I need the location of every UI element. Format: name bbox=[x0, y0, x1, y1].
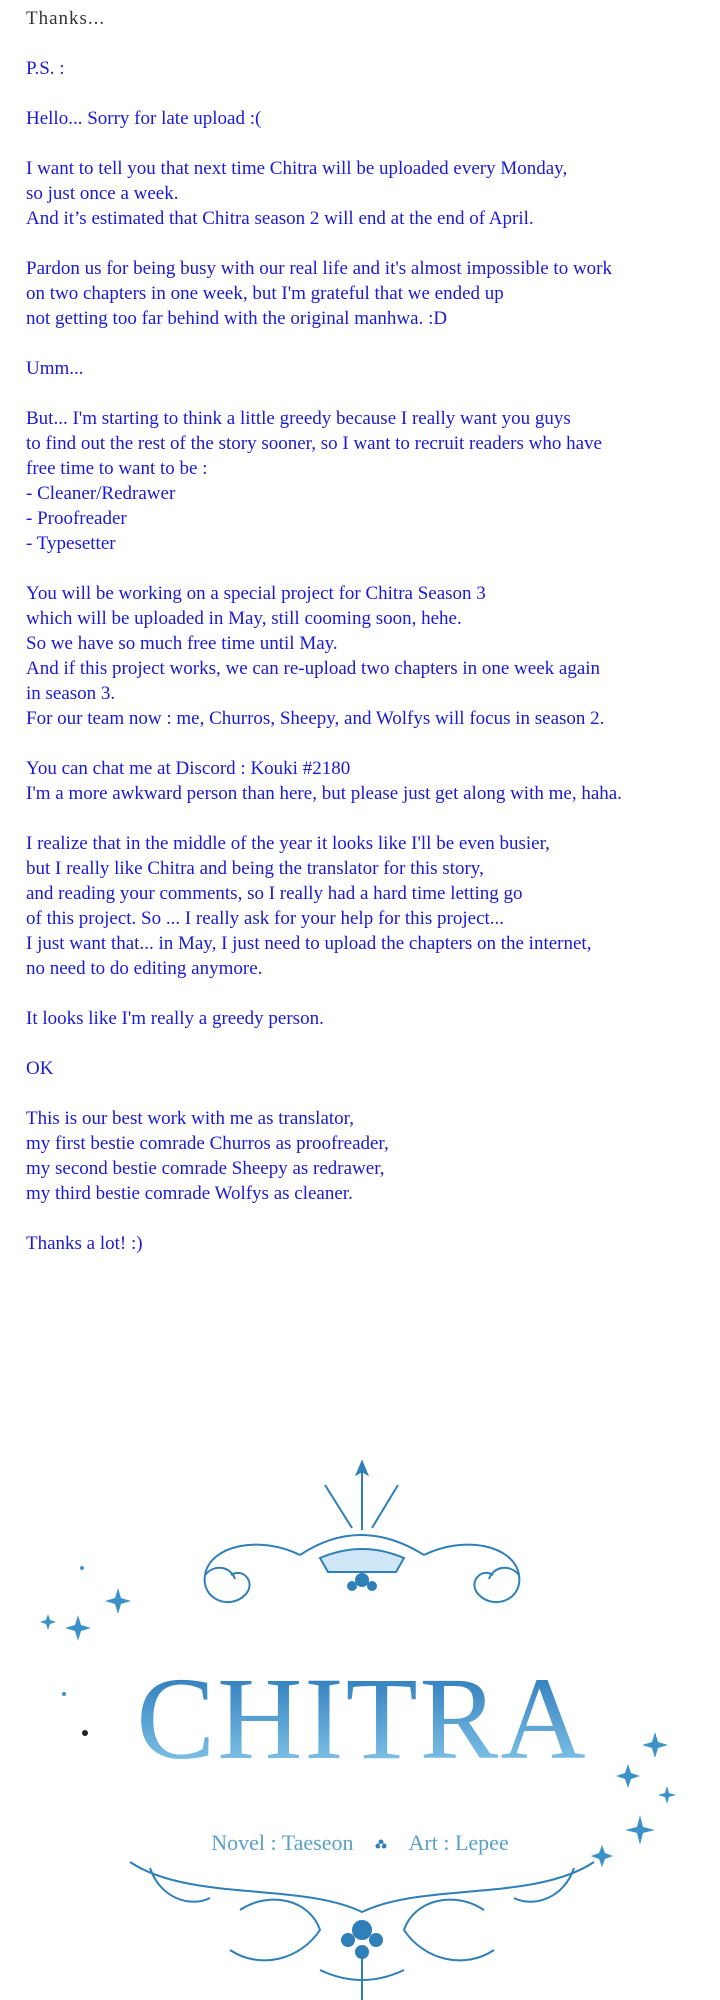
note-paragraph-greedy: It looks like I'm really a greedy person. bbox=[26, 1008, 324, 1029]
translator-note bbox=[26, 6, 716, 1281]
bottom-ornament-icon bbox=[130, 1862, 594, 2000]
art-credit: Art : Lepee bbox=[408, 1830, 509, 1855]
note-paragraph-recruit: But... I'm starting to think a little greedy because I really want you guys to find out the rest of the story sooner, so I want to recruit readers who have free time to want to be : - Cleaner/Redrawer - Proofreader - Typesetter bbox=[26, 408, 602, 554]
flower-separator-icon bbox=[375, 1839, 387, 1851]
credits-line bbox=[0, 1830, 720, 1856]
chitra-logo-art bbox=[0, 1440, 720, 2000]
note-paragraph-project: You will be working on a special project for Chitra Season 3 which will be uploaded in May, still cooming soon, hehe. So we have so much free time until May. And if this project works, we can re-upload two chapters in one week again in season 3. For our team now : me, Churros, Sheepy, and Wolfys will focus in season 2. bbox=[26, 583, 605, 729]
ps-label: P.S. : bbox=[26, 58, 65, 79]
note-paragraph-team: This is our best work with me as translator, my first bestie comrade Churros as proofreader, my second bestie comrade Sheepy as redrawer, my third bestie comrade Wolfys as cleaner. bbox=[26, 1108, 389, 1204]
note-paragraph-discord: You can chat me at Discord : Kouki #2180 I'm a more awkward person than here, but please just get along with me, haha. bbox=[26, 758, 622, 804]
note-paragraph-thanks: Thanks a lot! :) bbox=[26, 1233, 143, 1254]
note-paragraph-umm: Umm... bbox=[26, 358, 84, 379]
note-paragraph-ok: OK bbox=[26, 1058, 54, 1079]
chitra-title-text: CHITRA bbox=[136, 1653, 588, 1784]
note-paragraph-pardon: Pardon us for being busy with our real life and it's almost impossible to work on two chapters in one week, but I'm grateful that we ended up not getting too far behind with the original manhwa. :D bbox=[26, 258, 613, 329]
note-paragraph-schedule: I want to tell you that next time Chitra will be uploaded every Monday, so just once a week. And it’s estimated that Chitra season 2 will end at the end of April. bbox=[26, 158, 568, 229]
crown-ornament-icon bbox=[205, 1462, 520, 1602]
chitra-logo-block bbox=[0, 1440, 720, 2000]
note-paragraph-hello: Hello... Sorry for late upload :( bbox=[26, 108, 262, 129]
thanks-top-text: Thanks... bbox=[26, 8, 106, 29]
note-paragraph-busy: I realize that in the middle of the year it looks like I'll be even busier, but I really like Chitra and being the translator for this story, and reading your comments, so I really had a hard time letting go of this project. So ... I really ask for your help for this project... I just want that... in May, I just need to upload the chapters on the internet, no need to do editing anymore. bbox=[26, 833, 592, 979]
novel-credit: Novel : Taeseon bbox=[211, 1830, 354, 1855]
